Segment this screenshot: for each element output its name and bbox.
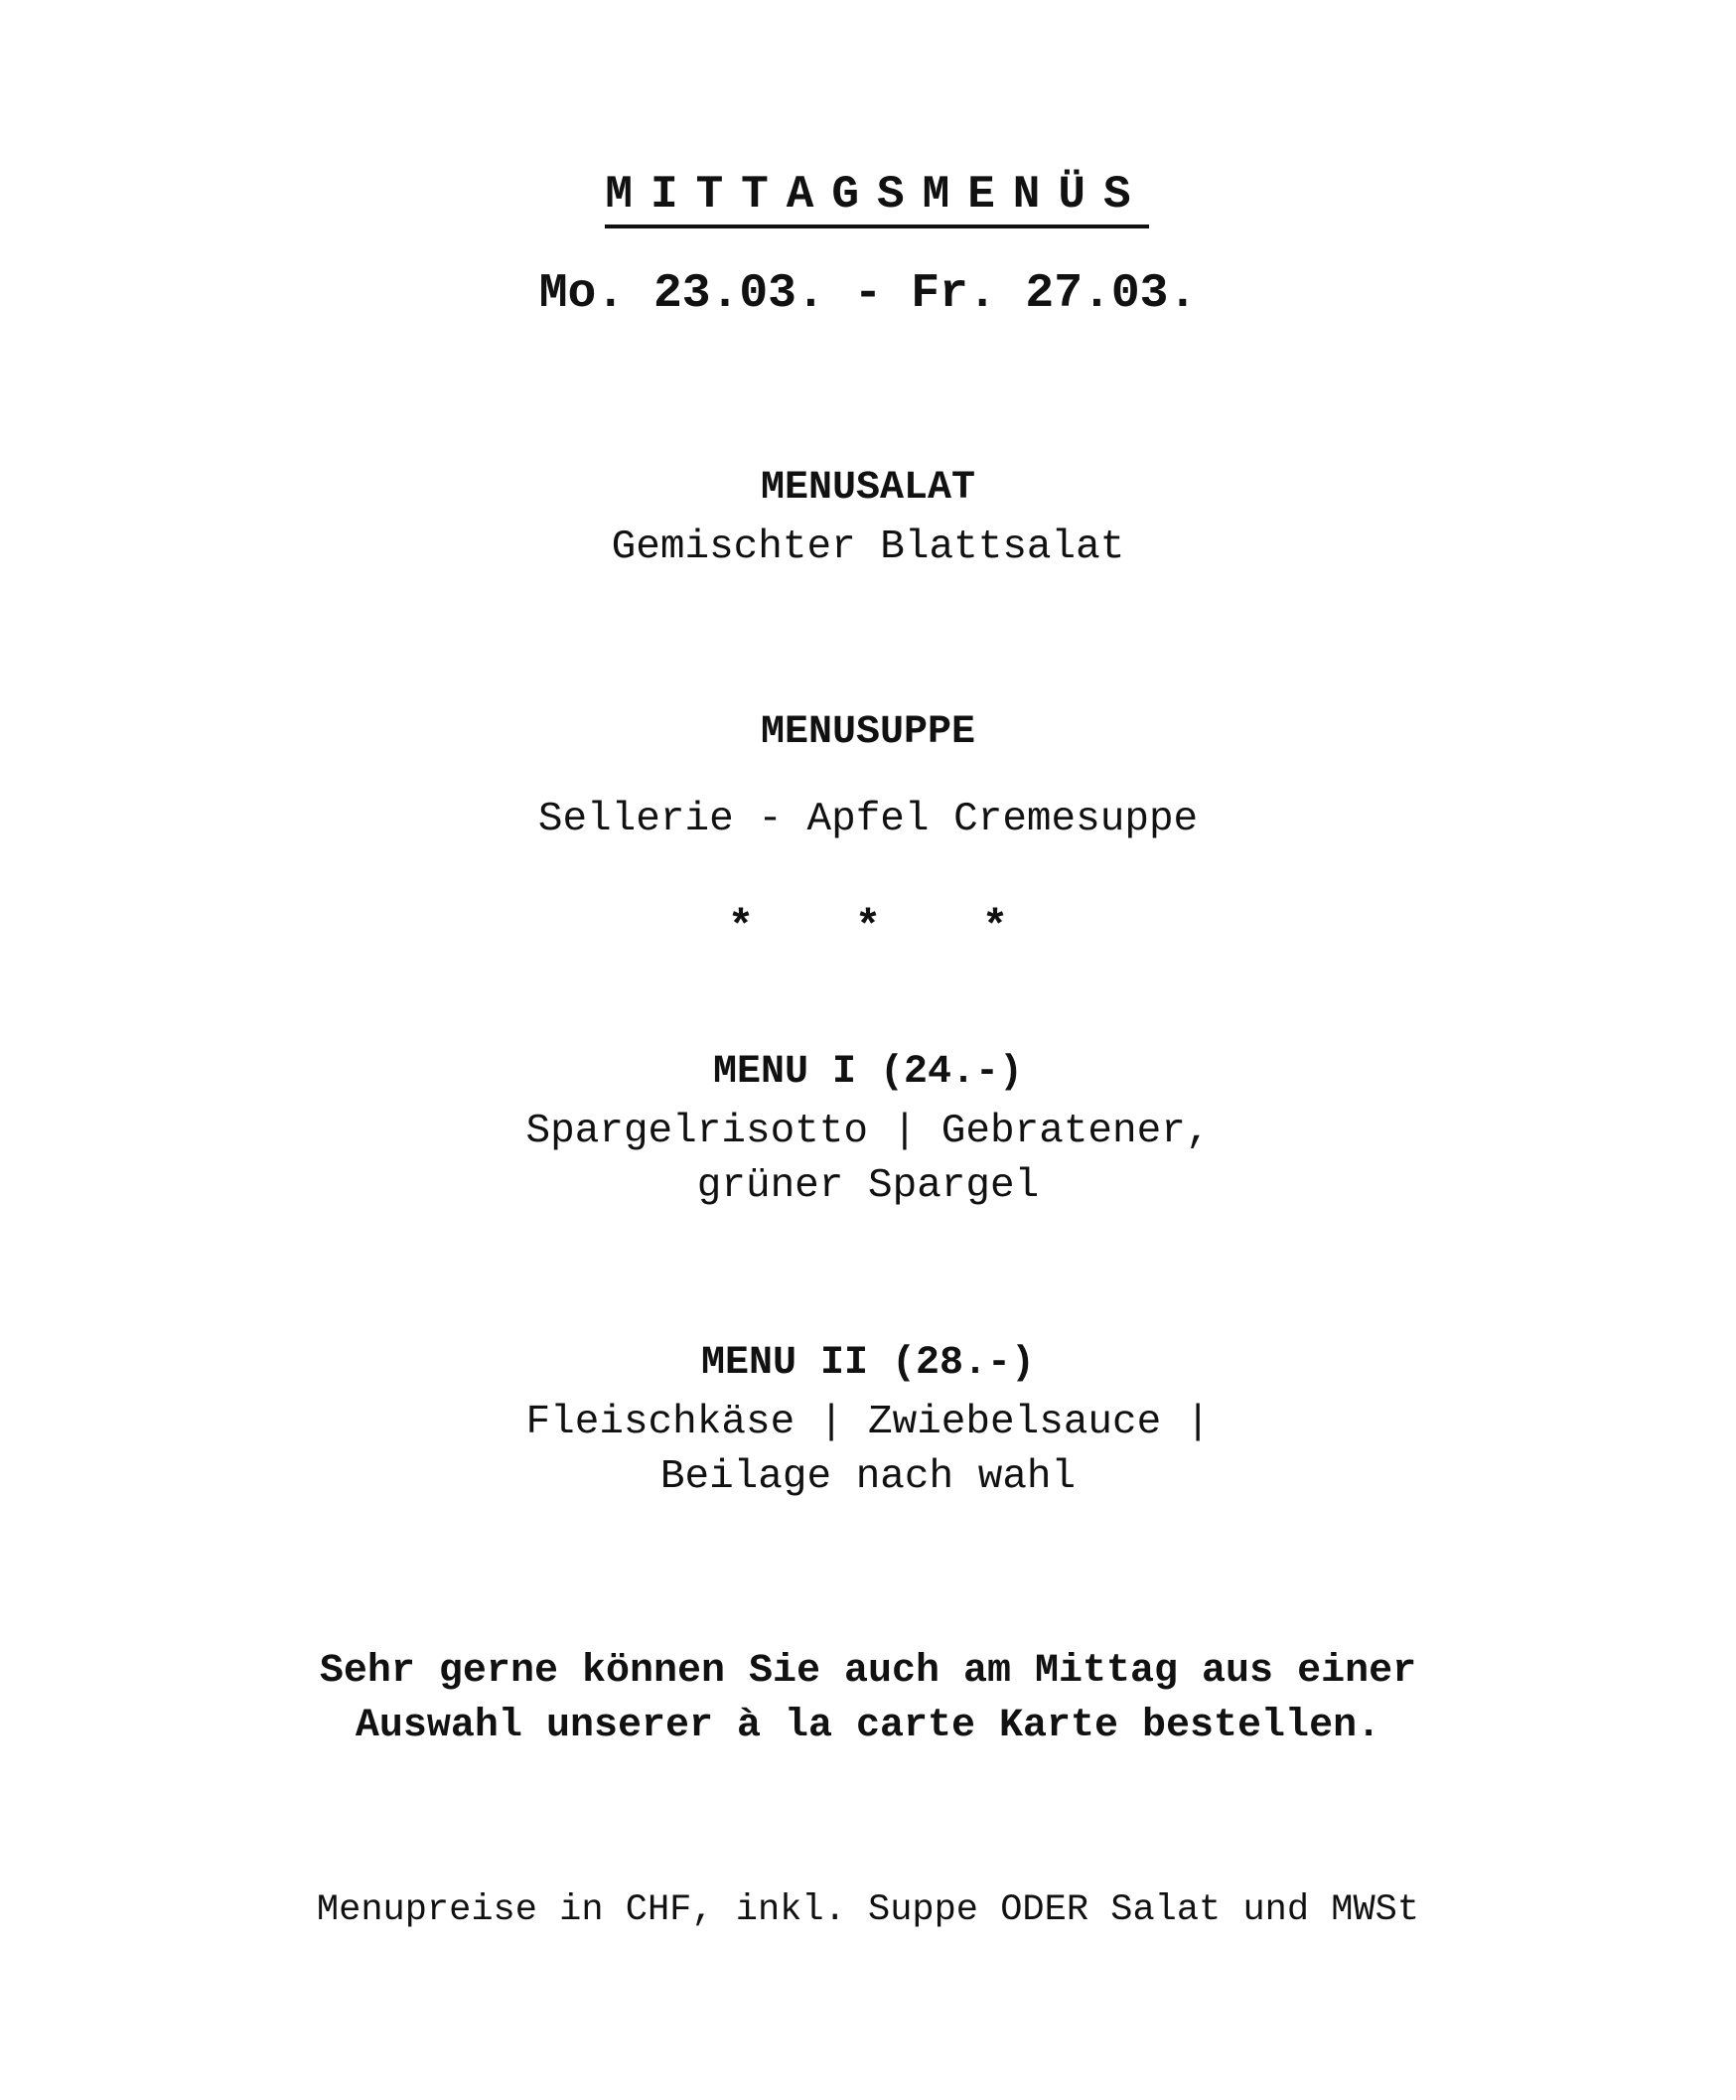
a-la-carte-note-line-2: Auswahl unserer à la carte Karte bestellen.	[355, 1704, 1381, 1748]
menusalat-dish: Gemischter Blattsalat	[611, 525, 1125, 570]
a-la-carte-note-line-1: Sehr gerne können Sie auch am Mittag aus einer	[319, 1649, 1417, 1694]
date-range: Mo. 23.03. - Fr. 27.03.	[538, 267, 1198, 321]
menu2-heading: MENU II (28.-)	[700, 1341, 1036, 1386]
menu2-dish-line-2: Beilage nach wahl	[659, 1454, 1077, 1500]
menusuppe-dish: Sellerie - Apfel Cremesuppe	[537, 797, 1199, 842]
menusuppe-heading: MENUSUPPE	[760, 710, 976, 755]
separator-star: *	[854, 903, 882, 953]
menu1-heading: MENU I (24.-)	[712, 1050, 1024, 1095]
separator-star: *	[981, 903, 1009, 953]
menusalat-heading: MENUSALAT	[760, 466, 976, 511]
menu2-dish-line-1: Fleischkäse | Zwiebelsauce |	[525, 1400, 1211, 1445]
page-title-text: MITTAGSMENÜS	[605, 167, 1148, 228]
separator-star: *	[727, 903, 755, 953]
menu1-dish-line-2: grüner Spargel	[696, 1163, 1040, 1209]
price-footnote: Menupreise in CHF, inkl. Suppe ODER Salat und MWSt	[316, 1889, 1420, 1931]
star-separator	[0, 900, 1736, 956]
menu1-dish-line-1: Spargelrisotto | Gebratener,	[525, 1109, 1211, 1154]
page-title	[0, 167, 1736, 228]
